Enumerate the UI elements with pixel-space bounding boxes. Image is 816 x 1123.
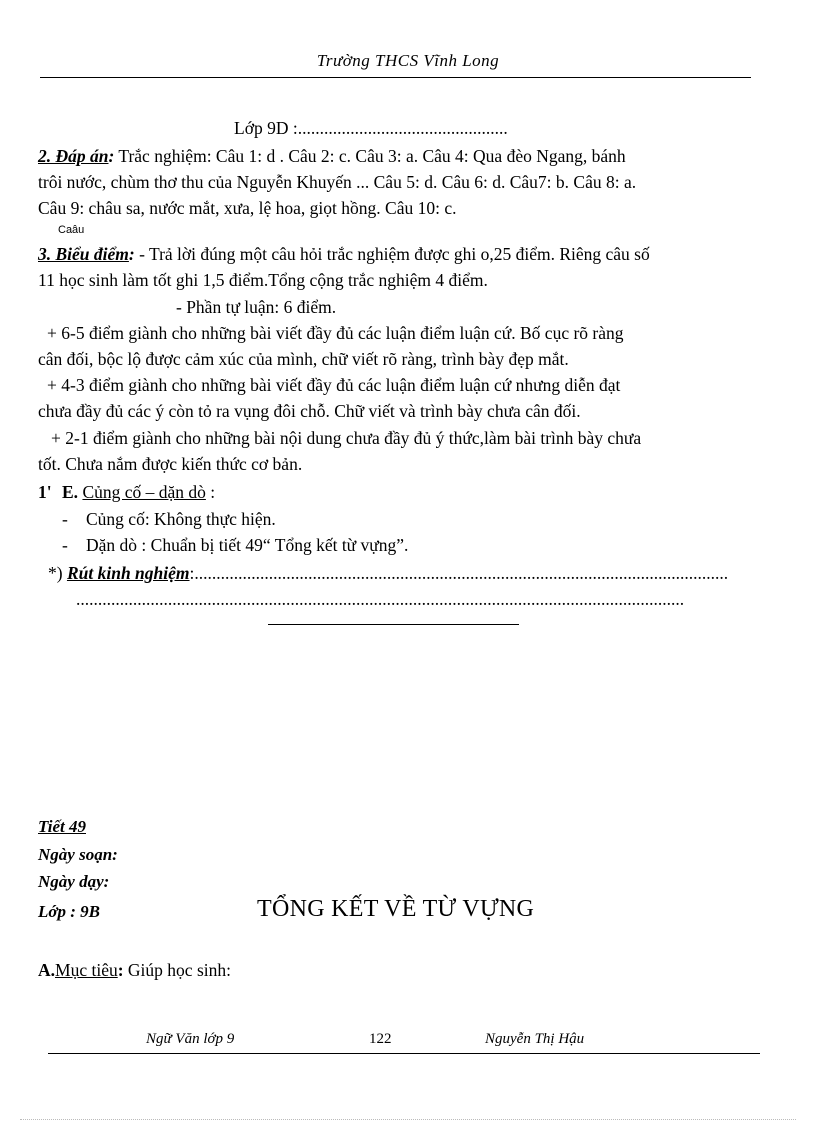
section-e-item: - Củng cố: Không thực hiện. (62, 509, 276, 529)
review-line-1 (48, 560, 728, 586)
lesson-prep-date: Ngày soạn: (38, 845, 118, 864)
scoring-colon: : (128, 244, 135, 264)
scoring-tier-2-1-cont: tốt. Chưa nắm được kiến thức cơ bản. (38, 454, 303, 474)
section-e-title: Củng cố – dặn dò (82, 482, 206, 502)
scoring-tier-6-5-cont: cân đối, bộc lộ được cảm xúc của mình, chữ viết rõ ràng, trình bày đẹp mắt. (38, 349, 569, 369)
objectives-text: Giúp học sinh: (123, 960, 231, 980)
stray-note: Caâu (58, 224, 85, 236)
section-e-time: 1' (38, 482, 52, 502)
scoring-tier-4-3-cont: chưa đầy đủ các ý còn tỏ ra vụng đôi chỗ. Chữ viết và trình bày chưa cân đối. (38, 401, 581, 421)
review-prefix: *) (48, 563, 63, 583)
objectives-line (38, 957, 231, 983)
answers-line-3: Câu 9: châu sa, nước mắt, xưa, lệ hoa, giọt hồng. Câu 10: c. (38, 198, 457, 218)
scoring-text-1: - Trả lời đúng một câu hỏi trắc nghiệm được ghi o,25 điểm. Riêng câu số (134, 244, 650, 264)
objectives-label: Mục tiêu (55, 960, 118, 980)
review-label: Rút kinh nghiệm (66, 563, 190, 583)
scoring-tier-6-5: + 6-5 điểm giành cho những bài viết đầy đủ các luận điểm luận cứ. Bố cục rõ ràng (47, 323, 624, 343)
footer-rule (48, 1053, 760, 1054)
review-dots-1: :.......................................................................................................................... (189, 563, 729, 583)
page-edge-dotted (20, 1119, 796, 1120)
answers-colon: : (108, 146, 115, 166)
answers-line-2: trôi nước, chùm thơ thu của Nguyễn Khuyến ... Câu 5: d. Câu 6: d. Câu7: b. Câu 8: a. (38, 172, 637, 192)
answers-label: 2. Đáp án (38, 146, 109, 166)
footer-page-number: 122 (369, 1031, 392, 1047)
objectives-prefix: A. (38, 960, 56, 980)
section-e-colon: : (205, 482, 216, 502)
lesson-period: Tiết 49 (38, 817, 86, 836)
lesson-class: Lớp : 9B (38, 902, 101, 921)
section-e-item-text: Củng cố: Không thực hiện. (86, 509, 276, 529)
footer-subject: Ngữ Văn lớp 9 (146, 1031, 235, 1047)
lesson-title: TỔNG KẾT VỀ TỪ VỰNG (257, 896, 535, 922)
scoring-tier-2-1: + 2-1 điểm giành cho những bài nội dung chưa đầy đủ ý thức,làm bài trình bày chưa (51, 428, 642, 448)
section-e-heading (38, 479, 215, 505)
section-e-item: - Dặn dò : Chuẩn bị tiết 49“ Tổng kết từ vựng”. (62, 535, 409, 555)
footer-author: Nguyễn Thị Hậu (485, 1031, 585, 1047)
header-rule (40, 77, 751, 78)
section-e-item-text: Dặn dò : Chuẩn bị tiết 49“ Tổng kết từ vựng”. (86, 535, 409, 555)
scoring-line-2: 11 học sinh làm tốt ghi 1,5 điểm.Tổng cộng trắc nghiệm 4 điểm. (38, 270, 488, 290)
class-9d-dots: ................................................ (297, 118, 508, 138)
scoring-label: 3. Biểu điểm (38, 244, 129, 264)
section-e-prefix: E. (62, 482, 79, 502)
lesson-teach-date: Ngày dạy: (38, 872, 110, 891)
objectives-colon: : (117, 960, 124, 980)
scoring-line-1 (38, 241, 650, 267)
class-9d-line (234, 115, 508, 141)
class-9d-label: Lớp 9D : (234, 118, 298, 138)
answers-text-1: Trắc nghiệm: Câu 1: d . Câu 2: c. Câu 3: a. Câu 4: Qua đèo Ngang, bánh (114, 146, 626, 166)
scoring-tier-4-3: + 4-3 điểm giành cho những bài viết đầy đủ các luận điểm luận cứ nhưng diễn đạt (47, 375, 621, 395)
scoring-essay-points: - Phần tự luận: 6 điểm. (176, 297, 337, 317)
header-school-name: Trường THCS Vĩnh Long (316, 51, 500, 70)
answers-line-1 (38, 143, 626, 169)
separator-line (268, 624, 519, 625)
review-dots-2: ........................................................................................................................................... (76, 589, 685, 609)
